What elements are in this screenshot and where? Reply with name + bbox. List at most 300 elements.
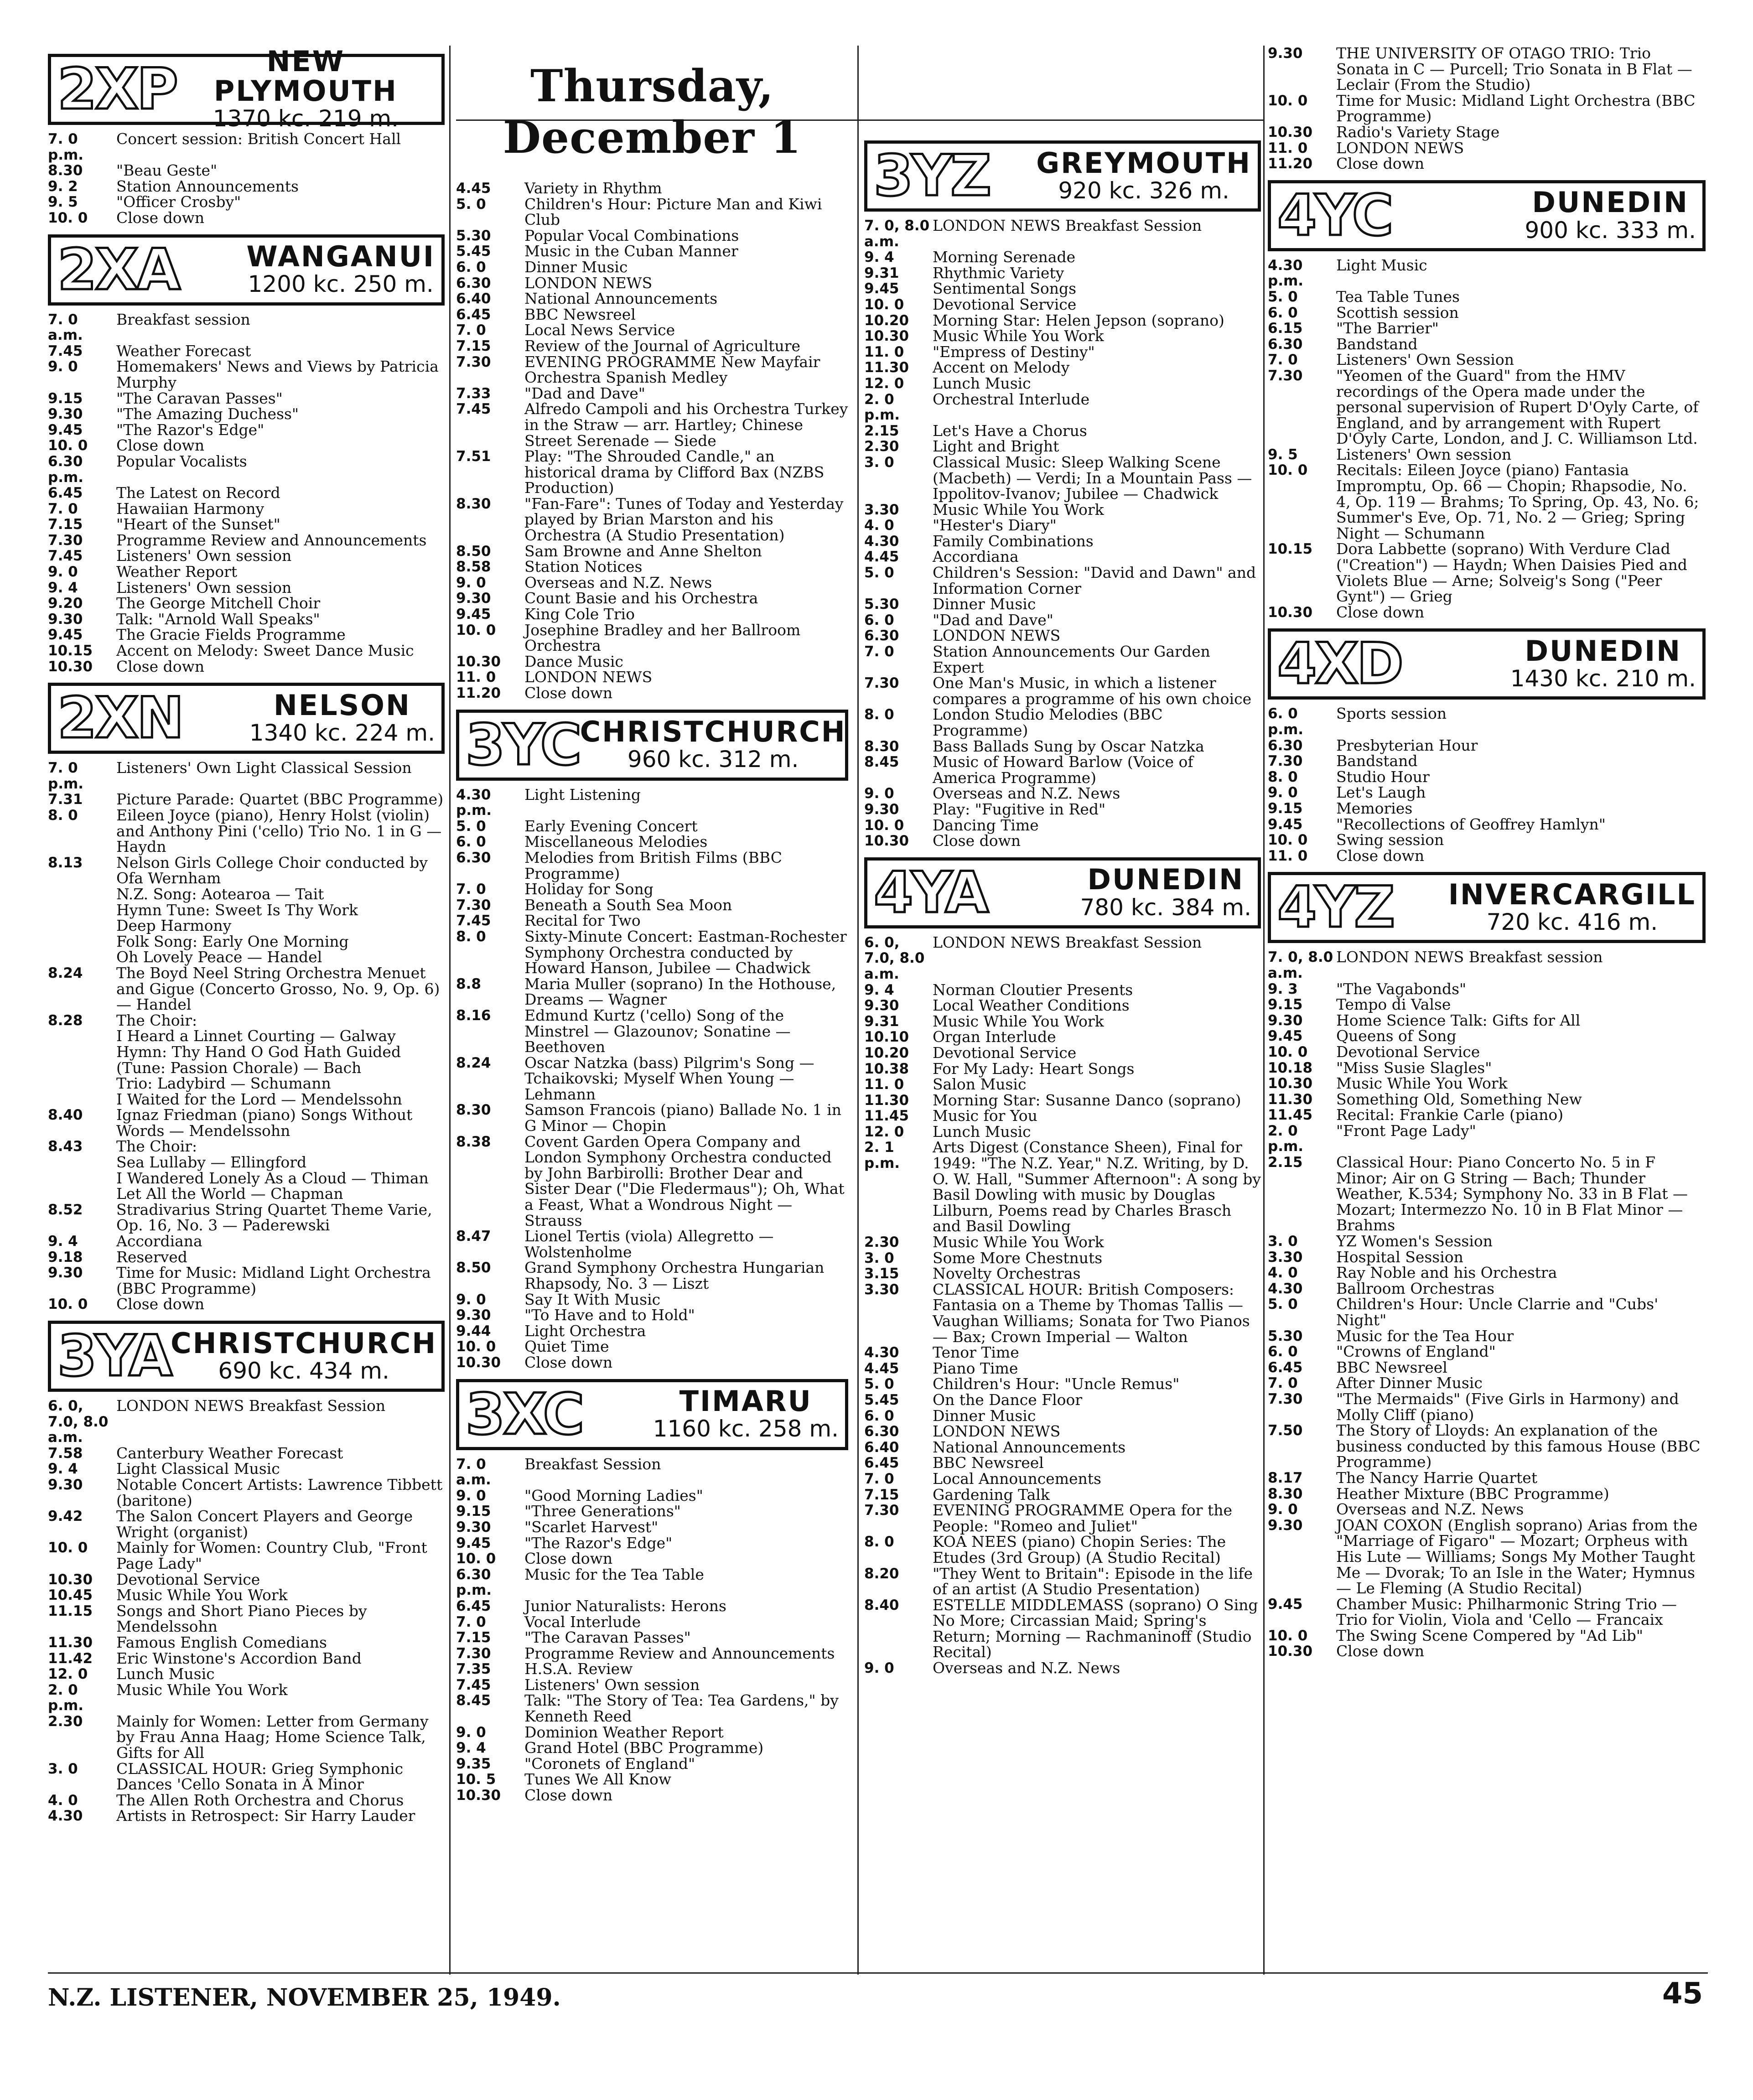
column-2	[456, 46, 848, 1804]
programme-title: "Three Generations"	[524, 1502, 681, 1520]
programme-item	[456, 1567, 848, 1598]
programme-time: 6. 0	[1268, 304, 1298, 321]
station-callsign: 4XD	[1277, 631, 1402, 697]
programme-item	[864, 1234, 1261, 1250]
programme-title: Junior Naturalists: Herons	[524, 1597, 726, 1615]
programme-item	[48, 887, 445, 902]
programme-time: 7.58	[48, 1445, 83, 1462]
station-callsign: 2XN	[57, 685, 182, 752]
programme-item	[456, 1661, 848, 1677]
programme-title: "The Razor's Edge"	[524, 1534, 673, 1552]
station-section	[456, 1379, 848, 1804]
programme-time: 3. 0	[48, 1760, 78, 1777]
programme-title: The Choir:	[116, 1137, 197, 1156]
programme-time: 9.31	[864, 264, 899, 281]
programme-item	[864, 739, 1261, 755]
programme-time: 9.15	[48, 390, 83, 407]
programme-title: Breakfast Session	[524, 1455, 661, 1473]
programme-item	[864, 935, 1261, 982]
programme-title: Light Listening	[524, 785, 641, 804]
programme-title: Reserved	[116, 1248, 187, 1266]
programme-time: 8. 0	[456, 928, 486, 945]
station-info	[1080, 865, 1252, 921]
programme-title: Children's Session: "David and Dawn" and Information Corner	[933, 564, 1256, 597]
programme-item	[456, 291, 848, 307]
programme-title: Bandstand	[1336, 335, 1418, 353]
programme-time: 9.15	[456, 1503, 491, 1520]
programme-title: The Boyd Neel String Orchestra Menuet and Gigue (Concerto Grosso, No. 9, Op. 6) — Handel	[116, 964, 440, 1014]
programme-item	[1268, 738, 1706, 754]
programme-title: Time for Music: Midland Light Orchestra (BBC Programme)	[1336, 91, 1696, 125]
programme-title: Miscellaneous Melodies	[524, 833, 708, 851]
programme-time: 9. 0	[48, 358, 78, 375]
programme-time: 7. 0	[1268, 352, 1298, 368]
programme-time: 6. 0, 7.0, 8.0 a.m.	[48, 1398, 109, 1446]
programme-item	[456, 1323, 848, 1339]
programme-item	[864, 754, 1261, 786]
programme-time: 5.30	[864, 596, 899, 613]
station-city: TIMARU	[679, 1384, 812, 1418]
programme-time: 7.45	[456, 1676, 491, 1693]
programme-title: Edmund Kurtz ('cello) Song of the Minstrel — Glazounov; Sonatine — Beethoven	[524, 1006, 791, 1056]
programme-item	[48, 406, 445, 422]
programme-item	[48, 1234, 445, 1250]
programme-time: 6.45	[1268, 1359, 1303, 1376]
programme-time: 3.30	[1268, 1249, 1303, 1265]
programme-time	[48, 1092, 116, 1108]
programme-title: Recital for Two	[524, 912, 641, 930]
programme-item	[456, 181, 848, 197]
programme-item	[1268, 1518, 1706, 1597]
programme-item	[1268, 368, 1706, 447]
programme-item	[1268, 949, 1706, 981]
programme-time: 8.28	[48, 1012, 83, 1029]
station-info	[1525, 187, 1696, 244]
programme-time: 8.24	[456, 1054, 491, 1071]
footer-rule	[48, 1972, 1708, 1974]
programme-item	[456, 1355, 848, 1371]
programme-time: 5.30	[1268, 1327, 1303, 1344]
programme-title: The Allen Roth Orchestra and Chorus	[116, 1791, 404, 1809]
programme-title: Oscar Natzka (bass) Pilgrim's Song — Tchaikovski; Myself When Young — Lehmann	[524, 1053, 814, 1103]
programme-time: 7. 0 a.m.	[456, 1456, 491, 1488]
programme-time: 10.20	[864, 1044, 909, 1061]
programme-time: 7.15	[864, 1486, 899, 1503]
programme-title: Local News Service	[524, 321, 675, 339]
programme-item	[48, 1171, 445, 1187]
programme-item	[48, 210, 445, 226]
programme-item	[48, 1761, 445, 1793]
programme-item	[48, 1013, 445, 1029]
programme-time: 8.16	[456, 1007, 491, 1024]
programme-item	[48, 1250, 445, 1265]
programme-title: Close down	[933, 832, 1021, 850]
programme-time: 7. 0	[864, 643, 894, 660]
programme-time: 8.52	[48, 1201, 83, 1218]
programme-title: "The Razor's Edge"	[116, 420, 265, 439]
programme-item	[48, 1666, 445, 1682]
programme-list	[1268, 46, 1706, 172]
programme-time: 9.44	[456, 1322, 491, 1339]
programme-item	[48, 1682, 445, 1714]
programme-title: "The Amazing Duchess"	[116, 405, 299, 423]
programme-time: 8.30	[456, 1102, 491, 1119]
programme-time: 7.51	[456, 448, 491, 465]
programme-title: Ballroom Orchestras	[1336, 1279, 1494, 1297]
programme-item	[1268, 769, 1706, 785]
programme-title: Norman Cloutier Presents	[933, 980, 1133, 999]
programme-title: Morning Star: Susanne Danco (soprano)	[933, 1091, 1241, 1109]
programme-time: 7.35	[456, 1661, 491, 1678]
station-city: NEW PLYMOUTH	[213, 45, 398, 108]
programme-time: 9.42	[48, 1508, 83, 1525]
programme-item	[48, 1092, 445, 1108]
programme-title: Recitals: Eileen Joyce (piano) Fantasia Impromptu, Op. 66 — Chopin; Rhapsodie, No. 4, Op. 119 — Brahms; To Spring, Op. 43, No. 6; Summer's Eve, Op. 71, No. 2 — Grieg; Spring Night — Schumann	[1336, 461, 1699, 542]
programme-item	[864, 376, 1261, 392]
programme-title: The George Mitchell Choir	[116, 594, 321, 612]
programme-item	[1268, 1328, 1706, 1344]
programme-time: 9.30	[456, 590, 491, 607]
programme-title: "Dad and Dave"	[933, 611, 1053, 629]
programme-title: Heather Mixture (BBC Programme)	[1336, 1484, 1609, 1503]
programme-item	[864, 297, 1261, 313]
programme-time: 9.30	[48, 1476, 83, 1493]
programme-item	[456, 1229, 848, 1260]
programme-title: Homemakers' News and Views by Patricia Murphy	[116, 358, 439, 391]
programme-title: "Heart of the Sunset"	[116, 515, 280, 534]
programme-time: 11.20	[456, 685, 501, 701]
programme-item	[864, 534, 1261, 550]
programme-time: 7. 0, 8.0 a.m.	[1268, 949, 1333, 981]
programme-title: The Gracie Fields Programme	[116, 626, 346, 644]
programme-title: Overseas and N.Z. News	[1336, 1500, 1524, 1519]
station-callsign: 3YZ	[874, 143, 990, 209]
programme-time: 6.30	[456, 849, 491, 866]
programme-title: Eric Winstone's Accordion Band	[116, 1649, 362, 1667]
programme-time: 10.30	[1268, 124, 1313, 140]
programme-time: 9.30	[456, 1307, 491, 1324]
programme-list	[456, 787, 848, 1371]
programme-item	[864, 612, 1261, 628]
programme-title: Close down	[524, 1550, 613, 1568]
station-section	[864, 857, 1261, 1676]
programme-title: Close down	[1336, 1642, 1425, 1660]
programme-time: 11.45	[864, 1108, 909, 1125]
station-frequency: 1370 kc. 219 m.	[213, 105, 399, 132]
programme-list	[1268, 949, 1706, 1659]
programme-title: Close down	[116, 1295, 205, 1313]
programme-title: Overseas and N.Z. News	[933, 784, 1120, 803]
programme-time	[48, 918, 116, 934]
programme-title: LONDON NEWS	[933, 627, 1061, 645]
programme-title: Sixty-Minute Concert: Eastman-Rochester Symphony Orchestra conducted by Howard Hanson, Jubilee — Chadwick	[524, 927, 847, 977]
programme-item	[864, 1045, 1261, 1061]
programme-title: Close down	[1336, 846, 1425, 865]
programme-item	[456, 1504, 848, 1519]
programme-time: 9.30	[864, 997, 899, 1014]
programme-item	[1268, 93, 1706, 124]
programme-item	[48, 1044, 445, 1076]
programme-title: Accordiana	[933, 548, 1019, 566]
programme-title: LONDON NEWS Breakfast session	[1336, 948, 1603, 966]
programme-item	[48, 131, 445, 163]
programme-title: Let's Laugh	[1336, 783, 1426, 802]
programme-title: Grand Hotel (BBC Programme)	[524, 1739, 764, 1757]
programme-item	[864, 1534, 1261, 1566]
programme-time: 4. 0	[1268, 1265, 1298, 1281]
programme-time: 7.33	[456, 385, 491, 402]
programme-time: 11.30	[864, 1092, 909, 1109]
programme-title: Presbyterian Hour	[1336, 736, 1478, 754]
programme-title: Recital: Frankie Carle (piano)	[1336, 1106, 1564, 1124]
programme-title: Music for the Tea Table	[524, 1565, 704, 1583]
programme-time: 4.30	[1268, 1280, 1303, 1297]
column-rule	[1263, 46, 1265, 1975]
station-header	[1268, 180, 1706, 251]
programme-item	[48, 1793, 445, 1809]
station-header	[864, 140, 1261, 212]
programme-item	[1268, 785, 1706, 801]
programme-item	[48, 659, 445, 675]
programme-title: Something Old, Something New	[1336, 1090, 1582, 1108]
programme-item	[48, 918, 445, 934]
programme-item	[1268, 321, 1706, 337]
programme-time: 4.45	[456, 180, 491, 197]
programme-item	[864, 1029, 1261, 1045]
station-info	[653, 1386, 839, 1442]
programme-item	[48, 1265, 445, 1296]
programme-title: Lunch Music	[933, 374, 1031, 392]
programme-item	[864, 344, 1261, 360]
programme-title: I Waited for the Lord — Mendelssohn	[116, 1090, 402, 1108]
programme-item	[456, 307, 848, 323]
programme-title: Close down	[116, 208, 205, 227]
programme-list	[48, 760, 445, 1312]
programme-time: 2.30	[864, 438, 899, 455]
programme-title: Music While You Work	[1336, 1074, 1508, 1093]
programme-title: Dominion Weather Report	[524, 1723, 724, 1741]
programme-time: 10.30	[456, 1787, 501, 1804]
programme-item	[1268, 753, 1706, 769]
station-header	[48, 234, 445, 306]
programme-title: Holiday for Song	[524, 880, 653, 898]
programme-item	[456, 1677, 848, 1693]
programme-time: 3.15	[864, 1265, 899, 1282]
programme-item	[864, 1014, 1261, 1030]
programme-item	[456, 976, 848, 1008]
programme-title: Popular Vocal Combinations	[524, 226, 739, 244]
programme-title: The Choir:	[116, 1011, 197, 1029]
programme-time: 7.30	[1268, 1390, 1303, 1407]
programme-time: 7. 0	[456, 1613, 486, 1630]
programme-time: 7.31	[48, 791, 83, 808]
programme-time: 8.40	[48, 1107, 83, 1124]
programme-title: Dinner Music	[524, 258, 628, 276]
programme-title: Listeners' Own session	[116, 547, 292, 565]
programme-item	[1268, 1092, 1706, 1108]
programme-time: 9.35	[456, 1755, 491, 1772]
programme-title: Weather Forecast	[116, 342, 251, 360]
programme-title: LONDON NEWS	[933, 1422, 1061, 1441]
programme-title: "The Caravan Passes"	[524, 1628, 691, 1647]
programme-item	[1268, 1423, 1706, 1470]
programme-item	[456, 338, 848, 354]
programme-time: 11. 0	[456, 669, 496, 686]
programme-title: Devotional Service	[116, 1570, 260, 1588]
programme-item	[1268, 140, 1706, 156]
programme-title: EVENING PROGRAMME Opera for the People: "Romeo and Juliet"	[933, 1501, 1232, 1535]
programme-title: THE UNIVERSITY OF OTAGO TRIO: Trio Sonata in C — Purcell; Trio Sonata in B Flat — Leclair (From the Studio)	[1336, 44, 1692, 94]
programme-time: 5. 0	[864, 1376, 894, 1393]
programme-item	[456, 275, 848, 291]
programme-item	[456, 1693, 848, 1724]
programme-item	[456, 1519, 848, 1535]
programme-item	[456, 1008, 848, 1055]
page-title: Thursday, December 1	[503, 60, 802, 163]
programme-time: 3. 0	[1268, 1233, 1298, 1250]
station-frequency: 780 kc. 384 m.	[1080, 894, 1251, 921]
programme-time: 4.30	[864, 533, 899, 550]
programme-item	[864, 249, 1261, 265]
programme-time: 9.20	[48, 595, 83, 612]
programme-time: 10. 0	[456, 1550, 496, 1567]
programme-title: Novelty Orchestras	[933, 1265, 1081, 1283]
programme-title: "Hester's Diary"	[933, 516, 1057, 534]
programme-time: 4. 0	[48, 1792, 78, 1809]
programme-time: 8. 0	[48, 807, 78, 824]
programme-item	[864, 1408, 1261, 1424]
station-frequency: 1200 kc. 250 m.	[248, 271, 434, 298]
programme-time: 6.30	[864, 627, 899, 644]
programme-time: 8.58	[456, 559, 491, 576]
programme-time: 9. 0	[864, 1660, 894, 1677]
programme-item	[1268, 124, 1706, 140]
programme-item	[864, 439, 1261, 455]
station-callsign: 4YA	[874, 860, 987, 926]
programme-title: Melodies from British Films (BBC Programme)	[524, 848, 783, 882]
programme-time: 11.45	[1268, 1107, 1313, 1124]
programme-time: 8.50	[456, 1260, 491, 1276]
programme-title: Artists in Retrospect: Sir Harry Lauder	[116, 1807, 415, 1825]
programme-time: 9. 5	[48, 194, 78, 211]
programme-time: 6.45	[456, 306, 491, 323]
programme-title: "They Went to Britain": Episode in the life of an artist (A Studio Presentation)	[933, 1564, 1253, 1598]
programme-time: 7. 0 p.m.	[48, 760, 84, 792]
programme-time: 8.20	[864, 1565, 899, 1582]
station-frequency: 960 kc. 312 m.	[627, 746, 799, 773]
programme-item	[456, 669, 848, 685]
programme-item	[48, 1155, 445, 1171]
programme-item	[1268, 817, 1706, 833]
station-callsign: 3YC	[466, 712, 580, 778]
programme-title: Close down	[116, 436, 205, 455]
programme-time: 10.20	[864, 312, 909, 329]
programme-time: 9.45	[1268, 1596, 1303, 1613]
programme-time: 10. 0	[1268, 1627, 1308, 1644]
programme-time: 8.30	[1268, 1485, 1303, 1502]
programme-title: Classical Music: Sleep Walking Scene (Macbeth) — Verdi; In a Mountain Pass — Ippolitov-Ivanov; Jubilee — Chadwick	[933, 453, 1252, 503]
programme-item	[864, 982, 1261, 998]
programme-title: Talk: "The Story of Tea: Tea Gardens," by Kenneth Reed	[524, 1691, 839, 1726]
programme-item	[864, 1061, 1261, 1077]
programme-title: Local Announcements	[933, 1469, 1101, 1488]
programme-item	[456, 1598, 848, 1614]
programme-time: 10.30	[864, 328, 909, 345]
programme-time: 8.30	[456, 495, 491, 512]
programme-title: YZ Women's Session	[1336, 1232, 1493, 1250]
programme-title: CLASSICAL HOUR: Grieg Symphonic Dances 'Cello Sonata in A Minor	[116, 1759, 404, 1794]
programme-time	[48, 949, 116, 965]
station-frequency: 920 kc. 326 m.	[1058, 177, 1229, 204]
programme-time: 2. 0 p.m.	[864, 391, 900, 424]
programme-time: 7.45	[456, 401, 491, 418]
programme-time: 2. 0 p.m.	[1268, 1122, 1304, 1155]
station-info	[580, 717, 846, 773]
programme-title: Review of the Journal of Agriculture	[524, 337, 801, 355]
programme-title: Tenor Time	[933, 1343, 1019, 1362]
programme-time: 10. 5	[456, 1771, 496, 1788]
programme-item	[456, 1457, 848, 1488]
programme-time: 5. 0	[1268, 1296, 1298, 1313]
programme-title: Songs and Short Piano Pieces by Mendelssohn	[116, 1602, 367, 1636]
programme-item	[456, 1339, 848, 1355]
programme-item	[1268, 156, 1706, 172]
programme-time: 11. 0	[864, 343, 904, 360]
programme-item	[1268, 337, 1706, 353]
programme-item	[48, 1186, 445, 1202]
programme-time: 7.15	[48, 516, 83, 533]
programme-time: 7.30	[456, 897, 491, 913]
programme-item	[48, 1587, 445, 1603]
programme-item	[1268, 1502, 1706, 1518]
programme-item	[48, 1808, 445, 1824]
programme-title: Dance Music	[524, 652, 623, 670]
programme-item	[456, 259, 848, 275]
programme-item	[456, 197, 848, 228]
programme-item	[864, 1392, 1261, 1408]
column-rule	[449, 46, 451, 1975]
programme-time: 9. 0	[1268, 784, 1298, 801]
programme-time: 10. 0	[1268, 462, 1308, 479]
programme-item	[864, 707, 1261, 738]
programme-time: 8.38	[456, 1133, 491, 1150]
station-info	[249, 690, 435, 747]
programme-title: Classical Hour: Piano Concerto No. 5 in F Minor; Air on G String — Bach; Thunder Weather, K.534; Symphony No. 33 in B Flat — Mozart; Intermezzo No. 10 in B Flat Minor — Brahms	[1336, 1153, 1688, 1234]
programme-time: 9.31	[864, 1013, 899, 1030]
programme-title: Children's Hour: "Uncle Remus"	[933, 1375, 1180, 1393]
programme-item	[1268, 1107, 1706, 1123]
programme-time: 10. 0	[864, 296, 904, 313]
station-city: INVERCARGILL	[1448, 878, 1696, 912]
programme-title: Ray Noble and his Orchestra	[1336, 1264, 1557, 1282]
programme-title: Sports session	[1336, 705, 1447, 723]
programme-time: 8.17	[1268, 1469, 1303, 1486]
station-callsign: 2XP	[57, 57, 176, 122]
programme-item	[456, 1725, 848, 1741]
programme-item	[48, 612, 445, 627]
programme-time: 9.15	[1268, 800, 1303, 817]
programme-time: 5.45	[456, 243, 491, 260]
programme-title: Famous English Comedians	[116, 1633, 327, 1651]
programme-title: Lunch Music	[116, 1665, 215, 1683]
programme-time: 9.30	[456, 1519, 491, 1535]
programme-title: Music for the Tea Hour	[1336, 1327, 1514, 1345]
programme-title: Programme Review and Announcements	[524, 1644, 835, 1662]
station-callsign: 4YZ	[1277, 875, 1393, 941]
programme-title: Accent on Melody	[933, 358, 1070, 377]
programme-title: LONDON NEWS	[1336, 139, 1464, 157]
programme-title: Count Basie and his Orchestra	[524, 589, 758, 607]
